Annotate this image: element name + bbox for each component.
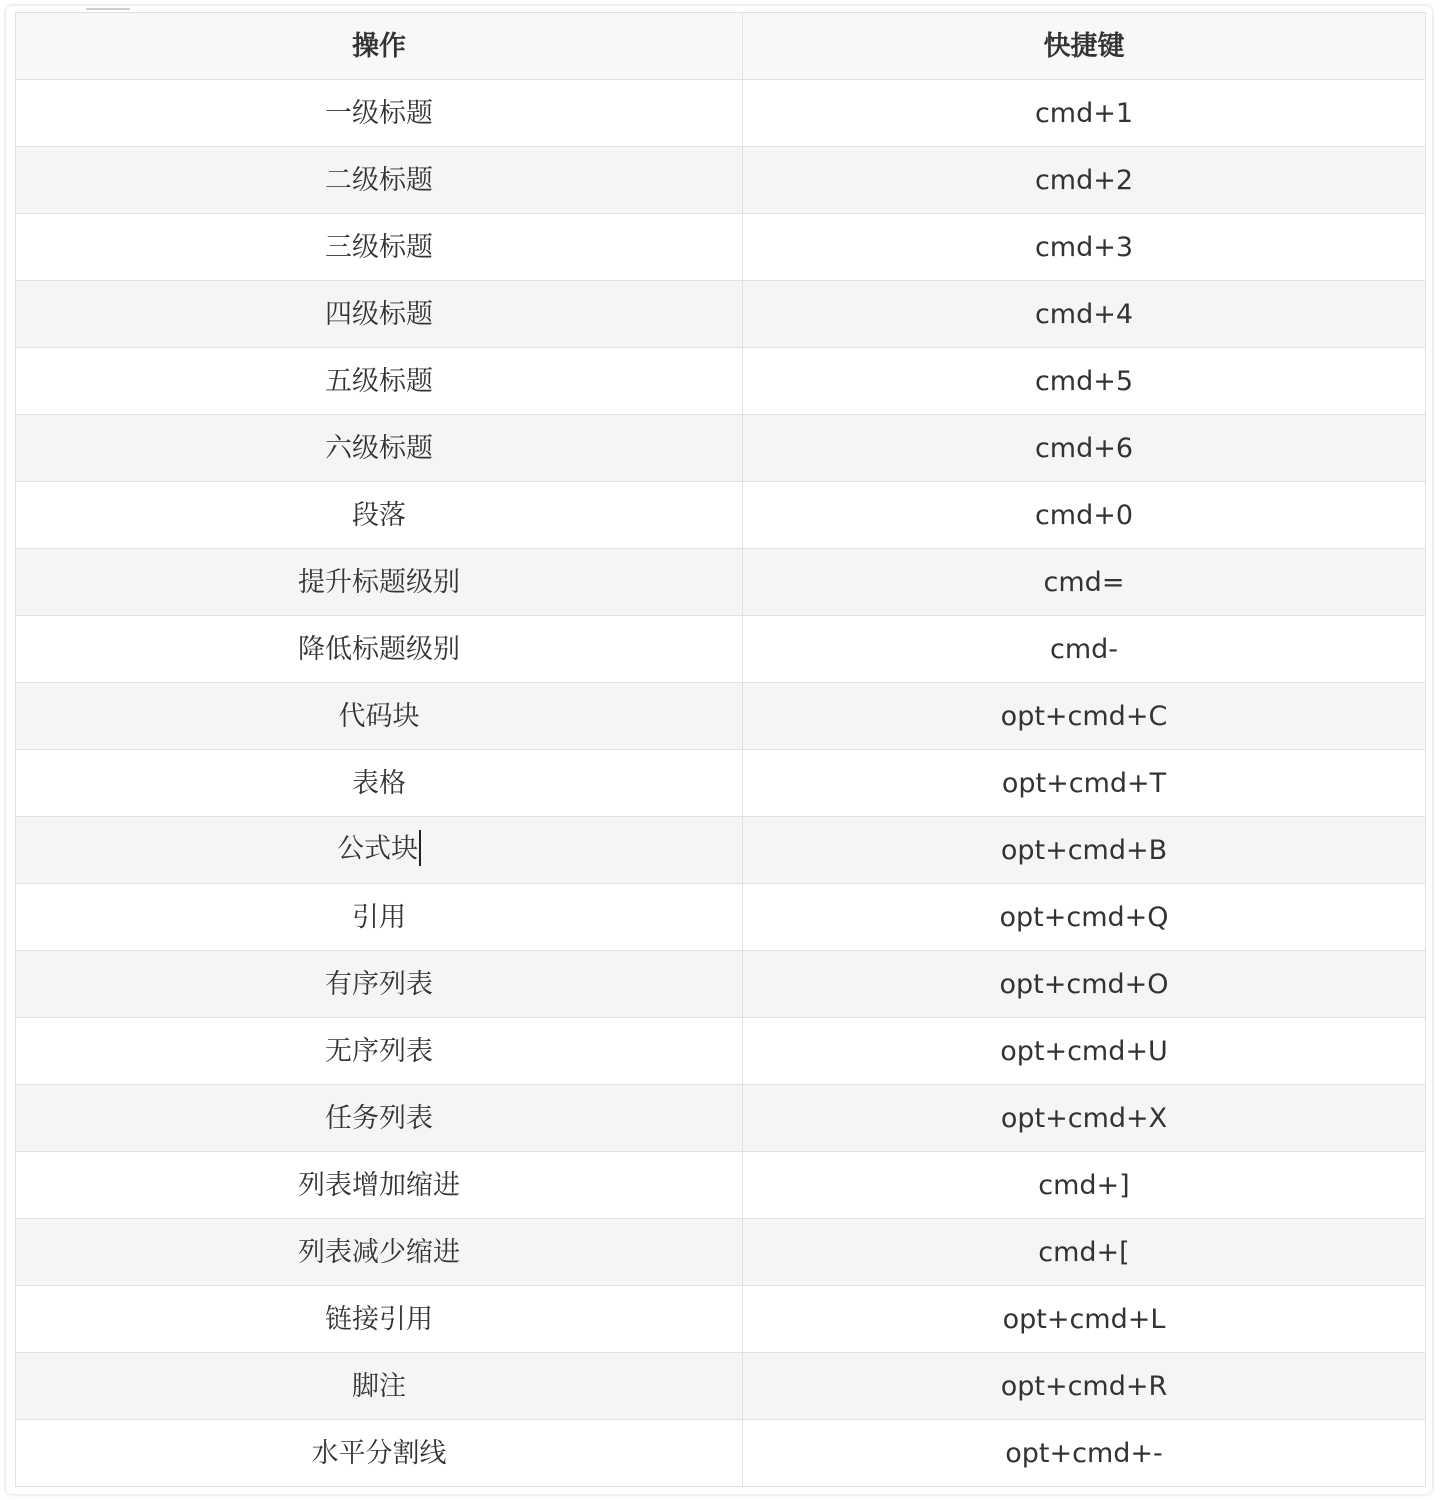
action-cell[interactable]: 无序列表 [16,1018,743,1085]
shortcut-cell[interactable]: cmd- [743,616,1426,683]
action-cell[interactable]: 列表减少缩进 [16,1219,743,1286]
action-cell[interactable]: 五级标题 [16,348,743,415]
table-row [16,817,1426,884]
shortcut-cell[interactable]: cmd+0 [743,482,1426,549]
table-row [16,348,1426,415]
shortcut-cell[interactable]: opt+cmd+B [743,817,1426,884]
shortcut-cell[interactable]: cmd+3 [743,214,1426,281]
shortcut-cell[interactable]: cmd= [743,549,1426,616]
shortcut-cell[interactable]: cmd+1 [743,80,1426,147]
action-cell[interactable]: 引用 [16,884,743,951]
shortcut-cell[interactable]: cmd+5 [743,348,1426,415]
action-cell[interactable]: 表格 [16,750,743,817]
table-row [16,884,1426,951]
action-cell[interactable]: 二级标题 [16,147,743,214]
action-cell[interactable]: 列表增加缩进 [16,1152,743,1219]
action-cell[interactable]: 提升标题级别 [16,549,743,616]
table-row [16,281,1426,348]
table-row [16,1018,1426,1085]
shortcut-cell[interactable]: opt+cmd+Q [743,884,1426,951]
shortcut-cell[interactable]: opt+cmd+C [743,683,1426,750]
text-cursor [419,830,421,866]
shortcut-cell[interactable]: opt+cmd+T [743,750,1426,817]
header-shortcut[interactable]: 快捷键 [743,13,1426,80]
table-row [16,214,1426,281]
table-row [16,1420,1426,1487]
action-cell[interactable]: 降低标题级别 [16,616,743,683]
table-header-row [16,13,1426,80]
shortcut-cell[interactable]: cmd+] [743,1152,1426,1219]
shortcut-table [15,12,1426,1487]
action-cell[interactable]: 有序列表 [16,951,743,1018]
table-row [16,415,1426,482]
action-cell[interactable]: 段落 [16,482,743,549]
action-cell[interactable]: 任务列表 [16,1085,743,1152]
shortcut-cell[interactable]: cmd+2 [743,147,1426,214]
table-row [16,1286,1426,1353]
shortcut-cell[interactable]: opt+cmd+X [743,1085,1426,1152]
shortcut-cell[interactable]: opt+cmd+- [743,1420,1426,1487]
table-row [16,1085,1426,1152]
action-cell[interactable]: 三级标题 [16,214,743,281]
action-cell[interactable]: 一级标题 [16,80,743,147]
shortcut-cell[interactable]: cmd+[ [743,1219,1426,1286]
action-cell-text: 公式块 [337,833,418,865]
shortcut-cell[interactable]: cmd+6 [743,415,1426,482]
table-row [16,683,1426,750]
table-row [16,549,1426,616]
shortcut-cell[interactable]: opt+cmd+R [743,1353,1426,1420]
table-row [16,951,1426,1018]
table-row [16,1353,1426,1420]
shortcut-cell[interactable]: opt+cmd+U [743,1018,1426,1085]
table-row [16,1219,1426,1286]
shortcut-cell[interactable]: cmd+4 [743,281,1426,348]
table-row [16,616,1426,683]
table-row [16,1152,1426,1219]
action-cell[interactable]: 脚注 [16,1353,743,1420]
shortcut-cell[interactable]: opt+cmd+O [743,951,1426,1018]
header-action[interactable]: 操作 [16,13,743,80]
table-row [16,80,1426,147]
action-cell[interactable]: 水平分割线 [16,1420,743,1487]
shortcut-cell[interactable]: opt+cmd+L [743,1286,1426,1353]
table-row [16,147,1426,214]
action-cell-active[interactable] [16,817,743,884]
action-cell[interactable]: 链接引用 [16,1286,743,1353]
action-cell[interactable]: 代码块 [16,683,743,750]
action-cell[interactable]: 六级标题 [16,415,743,482]
table-drag-handle[interactable] [86,8,130,10]
table-row [16,750,1426,817]
action-cell[interactable]: 四级标题 [16,281,743,348]
table-row [16,482,1426,549]
